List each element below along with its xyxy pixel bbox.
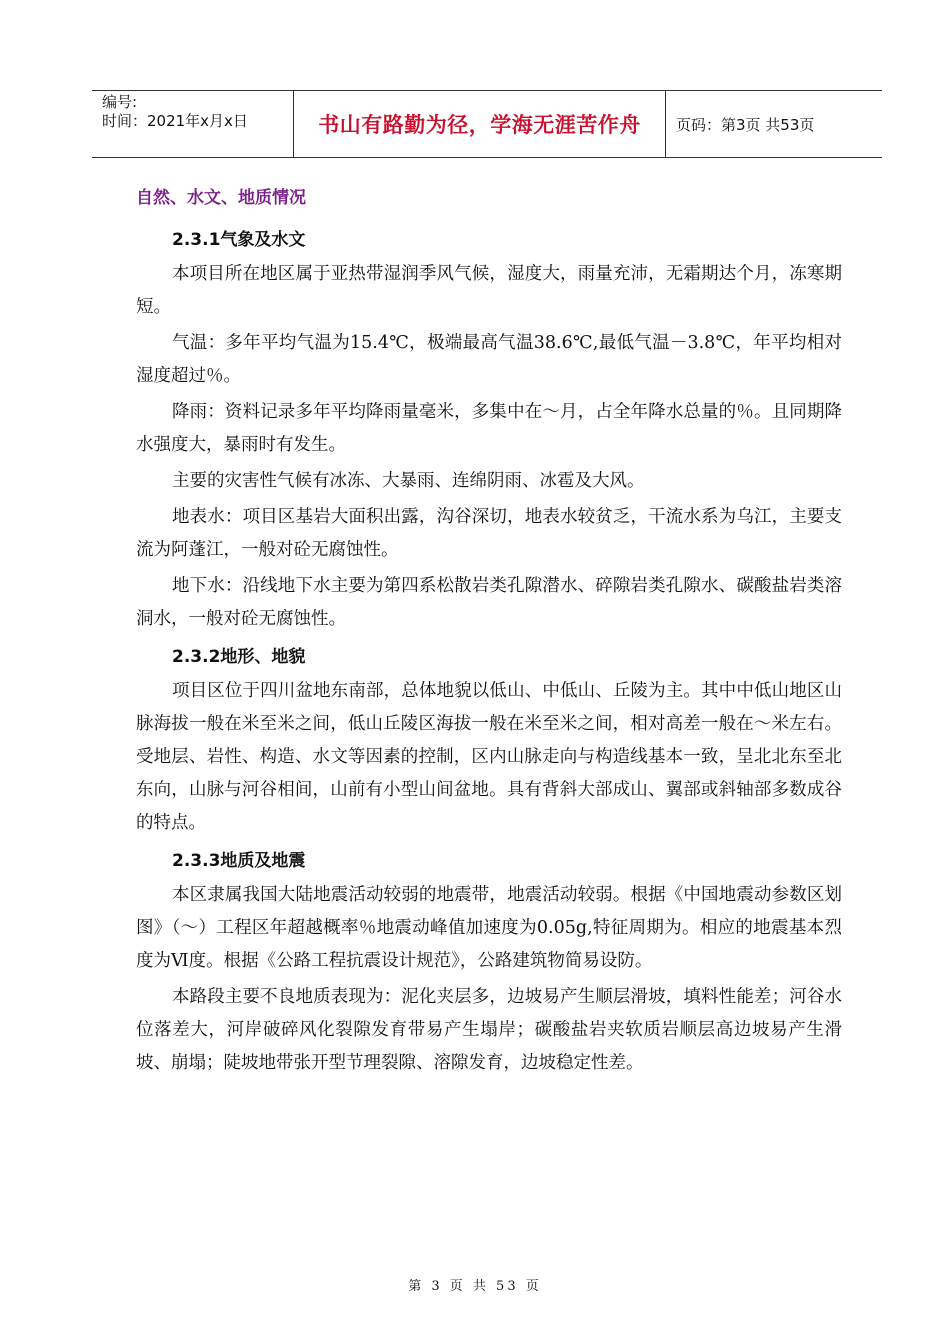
page-footer: 第 3 页 共 53 页: [408, 1279, 542, 1294]
header-page-info: 页码：第3页 共53页: [676, 115, 815, 134]
paragraph: 地下水：沿线地下水主要为第四系松散岩类孔隙潜水、碎隙岩类孔隙水、碳酸盐岩类溶洞水，一般对砼无腐蚀性。: [136, 576, 842, 629]
paragraph: 本区隶属我国大陆地震活动较弱的地震带，地震活动较弱。根据《中国地震动参数区划图》（～）工程区年超越概率％地震动峰值加速度为0.05g,特征周期为。相应的地震基本烈度为Ⅵ度。根据《公路工程抗震设计规范》，公路建筑物简易设防。: [136, 885, 842, 971]
header-meta: [92, 91, 294, 157]
subsection-heading: 2.3.1气象及水文: [172, 230, 306, 250]
paragraph: 项目区位于四川盆地东南部，总体地貌以低山、中低山、丘陵为主。其中中低山地区山脉海拔一般在米至米之间，低山丘陵区海拔一般在米至米之间，相对高差一般在～米左右。受地层、岩性、构造、水文等因素的控制，区内山脉走向与构造线基本一致，呈北北东至北东向，山脉与河谷相间，山前有小型山间盆地。具有背斜大部成山、翼部或斜轴部多数成谷的特点。: [136, 681, 842, 833]
paragraph: 主要的灾害性气候有冰冻、大暴雨、连绵阴雨、冰雹及大风。: [172, 471, 645, 491]
paragraph: 地表水：项目区基岩大面积出露，沟谷深切，地表水较贫乏，干流水系为乌江，主要支流为阿蓬江，一般对砼无腐蚀性。: [136, 507, 842, 560]
paragraph: 本项目所在地区属于亚热带湿润季风气候，湿度大，雨量充沛，无霜期达个月，冻寒期短。: [136, 264, 842, 317]
document-number-label: 编号:: [102, 93, 138, 111]
paragraph: 本路段主要不良地质表现为：泥化夹层多，边坡易产生顺层滑坡，填料性能差；河谷水位落差大，河岸破碎风化裂隙发育带易产生塌岸；碳酸盐岩夹软质岩顺层高边坡易产生滑坡、崩塌；陡坡地带张开型节理裂隙、溶隙发育，边坡稳定性差。: [136, 987, 842, 1073]
paragraph: 气温：多年平均气温为15.4℃，极端最高气温38.6℃,最低气温－3.8℃，年平均相对湿度超过％。: [136, 333, 842, 386]
subsection-heading: 2.3.3地质及地震: [172, 851, 306, 871]
section-title: 自然、水文、地质情况: [136, 188, 306, 208]
page-header: [92, 90, 882, 158]
subsection-heading: 2.3.2地形、地貌: [172, 647, 306, 667]
paragraph: 降雨：资料记录多年平均降雨量毫米，多集中在～月，占全年降水总量的％。且同期降水强度大，暴雨时有发生。: [136, 402, 842, 455]
header-motto: 书山有路勤为径，学海无涯苦作舟: [294, 91, 666, 157]
document-body: [136, 180, 842, 1083]
document-time: 时间：2021年x月x日: [102, 112, 248, 130]
